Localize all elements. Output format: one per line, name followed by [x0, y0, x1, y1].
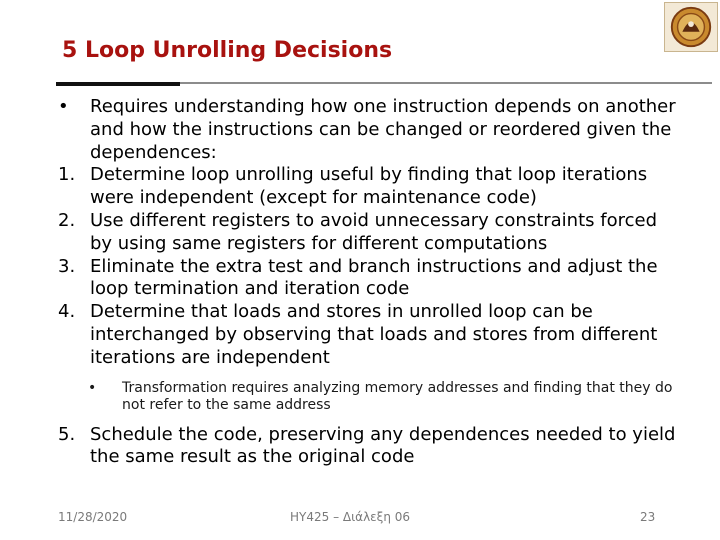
number-marker: 2.	[58, 209, 76, 231]
page-number: 23	[640, 510, 656, 524]
number-marker: 4.	[58, 301, 76, 323]
item-text: Requires understanding how one instruction depends on another and how the instructions can be changed or reordered given the dependences:	[90, 96, 676, 163]
item-text: Determine that loads and stores in unrolled loop can be interchanged by observing that loads and stores from different iterations are independent	[90, 301, 658, 368]
list-item	[58, 164, 678, 210]
title-rule-accent	[56, 82, 180, 86]
number-marker: 5.	[58, 423, 76, 445]
list-item	[58, 256, 678, 302]
number-marker: 1.	[58, 164, 76, 186]
sub-list-item	[88, 380, 678, 414]
bullet-marker: •	[58, 96, 69, 117]
list-item	[58, 96, 678, 164]
item-text: Determine loop unrolling useful by finding that loop iterations were independent (except for maintenance code)	[90, 164, 648, 209]
list-item	[58, 301, 678, 369]
list-item	[58, 210, 678, 256]
footer-date: 11/28/2020	[58, 510, 128, 524]
slide-body	[58, 96, 678, 469]
number-marker: 3.	[58, 255, 76, 277]
sub-bullet-marker: •	[88, 379, 97, 396]
sub-item-text: Transformation requires analyzing memory addresses and finding that they do not refer to the same address	[122, 379, 673, 413]
slide-title: 5 Loop Unrolling Decisions	[62, 38, 393, 63]
item-text: Use different registers to avoid unnecessary constraints forced by using same registers for different computations	[90, 209, 657, 254]
university-crest-icon	[664, 2, 718, 52]
item-text: Eliminate the extra test and branch instructions and adjust the loop termination and iteration code	[90, 255, 658, 300]
list-item	[58, 424, 678, 470]
item-text: Schedule the code, preserving any dependences needed to yield the same result as the original code	[90, 423, 676, 468]
footer-course: HY425 – Διάλεξη 06	[290, 510, 411, 524]
